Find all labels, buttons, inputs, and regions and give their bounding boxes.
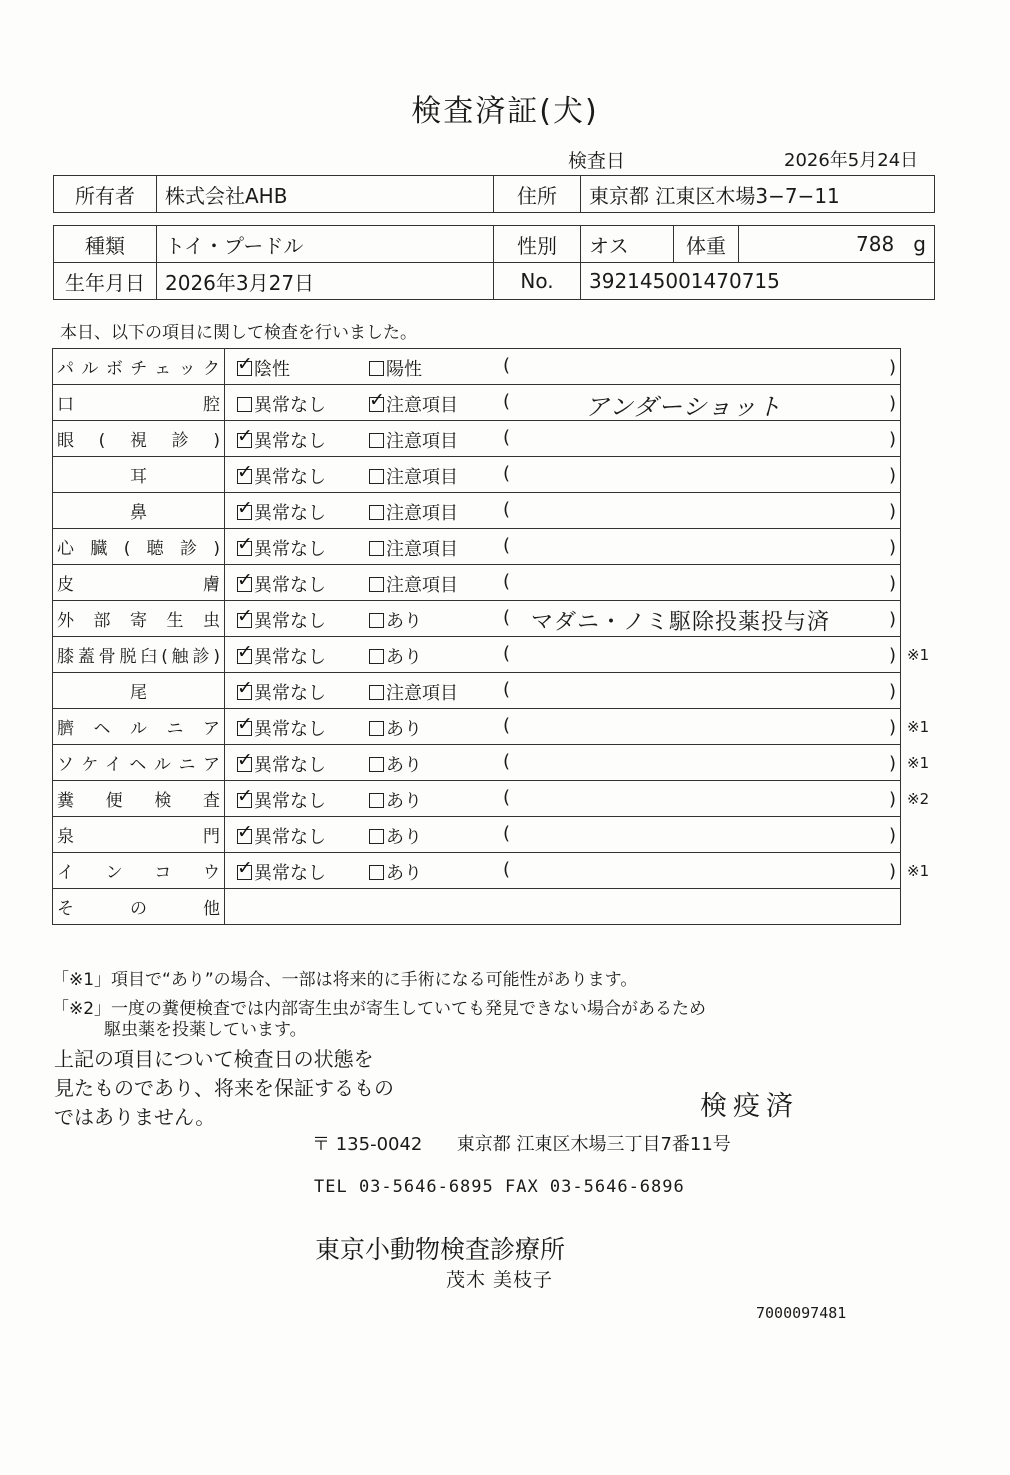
option-abnormal[interactable] xyxy=(369,499,458,525)
option-normal-label: 異常なし xyxy=(254,539,326,560)
item-label: 泉門 xyxy=(57,827,220,847)
checkbox-icon[interactable] xyxy=(237,865,252,880)
checkbox-icon[interactable] xyxy=(369,469,384,484)
owner-value: 株式会社AHB xyxy=(157,176,494,213)
checklist-row xyxy=(53,781,901,817)
checkbox-icon[interactable] xyxy=(237,757,252,772)
checkbox-icon[interactable] xyxy=(237,685,252,700)
option-abnormal-label: 注意項目 xyxy=(386,539,458,560)
checkbox-icon[interactable] xyxy=(237,793,252,808)
checkbox-icon[interactable] xyxy=(237,505,252,520)
item-options xyxy=(225,709,901,745)
checkbox-icon[interactable] xyxy=(369,865,384,880)
option-normal[interactable] xyxy=(237,391,326,417)
option-abnormal[interactable] xyxy=(369,463,458,489)
checkbox-icon[interactable] xyxy=(369,361,384,376)
option-normal[interactable] xyxy=(237,751,326,777)
option-abnormal-label: あり xyxy=(386,719,422,740)
checklist-row-other xyxy=(53,889,901,925)
option-normal-label: 異常なし xyxy=(254,503,326,524)
clinic-name: 東京小動物検査診療所 xyxy=(315,1235,566,1264)
item-options xyxy=(225,529,901,565)
footnote-mark: ※1 xyxy=(907,646,930,664)
option-abnormal-label: あり xyxy=(386,611,422,632)
item-label-cell xyxy=(53,457,225,493)
paren-close: ) xyxy=(889,465,897,486)
item-label-cell xyxy=(53,673,225,709)
checkbox-icon[interactable] xyxy=(369,793,384,808)
item-note: アンダーショット xyxy=(585,393,783,421)
checklist-row xyxy=(53,457,901,493)
serial-number: 7000097481 xyxy=(756,1304,847,1322)
animal-table xyxy=(53,225,935,300)
checklist-row xyxy=(53,421,901,457)
checklist-row xyxy=(53,493,901,529)
option-abnormal-label: 注意項目 xyxy=(386,503,458,524)
item-label: 外部寄生虫 xyxy=(57,611,220,631)
option-normal[interactable] xyxy=(237,859,326,885)
item-options xyxy=(225,385,901,421)
item-label: 耳 xyxy=(130,467,147,487)
inspection-date-label: 検査日 xyxy=(568,150,626,172)
checkbox-icon[interactable] xyxy=(369,613,384,628)
option-abnormal[interactable] xyxy=(369,823,422,849)
item-label-cell xyxy=(53,385,225,421)
checkbox-icon[interactable] xyxy=(237,397,252,412)
option-abnormal-label: 注意項目 xyxy=(386,683,458,704)
paren-close: ) xyxy=(889,357,897,378)
option-normal-label: 異常なし xyxy=(254,863,326,884)
checkbox-icon[interactable] xyxy=(369,721,384,736)
item-label: インコウ xyxy=(57,863,220,883)
item-options xyxy=(225,601,901,637)
checkbox-icon[interactable] xyxy=(369,829,384,844)
item-options xyxy=(225,781,901,817)
option-normal-label: 異常なし xyxy=(254,719,326,740)
checklist-row xyxy=(53,673,901,709)
checkbox-icon[interactable] xyxy=(369,505,384,520)
option-abnormal[interactable] xyxy=(369,679,458,705)
footnote-2-line2: 駆虫薬を投薬しています。 xyxy=(104,1020,307,1040)
item-label-cell xyxy=(53,637,225,673)
option-normal-label: 異常なし xyxy=(254,575,326,596)
paren-close: ) xyxy=(889,717,897,738)
checklist-row xyxy=(53,565,901,601)
item-label: 鼻 xyxy=(130,503,147,523)
paren-open: ( xyxy=(503,643,511,664)
option-normal-label: 異常なし xyxy=(254,395,326,416)
birth-label: 生年月日 xyxy=(54,263,157,300)
option-normal[interactable] xyxy=(237,607,326,633)
option-abnormal[interactable] xyxy=(369,427,458,453)
option-abnormal-label: あり xyxy=(386,827,422,848)
option-abnormal[interactable] xyxy=(369,535,458,561)
item-label-cell xyxy=(53,853,225,889)
item-label-cell xyxy=(53,745,225,781)
option-normal-label: 異常なし xyxy=(254,755,326,776)
other-notes[interactable] xyxy=(225,889,901,925)
item-label-cell xyxy=(53,781,225,817)
clinic-phone-fax: TEL 03-5646-6895 FAX 03-5646-6896 xyxy=(314,1177,685,1197)
option-normal[interactable] xyxy=(237,787,326,813)
option-normal-label: 異常なし xyxy=(254,467,326,488)
paren-open: ( xyxy=(503,823,511,844)
checkbox-icon[interactable] xyxy=(369,541,384,556)
option-normal[interactable] xyxy=(237,715,326,741)
option-normal[interactable] xyxy=(237,535,326,561)
item-label-cell xyxy=(53,493,225,529)
breed-label: 種類 xyxy=(54,226,157,263)
weight-value: 788 xyxy=(856,232,895,256)
paren-open: ( xyxy=(503,499,511,520)
option-normal-label: 陰性 xyxy=(254,359,290,380)
paren-open: ( xyxy=(503,427,511,448)
owner-table xyxy=(53,175,935,213)
owner-label: 所有者 xyxy=(54,176,157,213)
number-value: 392145001470715 xyxy=(581,263,935,300)
item-label: 尾 xyxy=(130,683,147,703)
footnote-mark: ※1 xyxy=(907,718,930,736)
footnote-mark: ※1 xyxy=(907,754,930,772)
checkbox-icon[interactable] xyxy=(237,361,252,376)
item-label: 臍ヘルニア xyxy=(57,719,220,739)
item-label: 口腔 xyxy=(57,395,220,415)
option-normal-label: 異常なし xyxy=(254,791,326,812)
checklist-row xyxy=(53,349,901,385)
paren-open: ( xyxy=(503,571,511,592)
paren-open: ( xyxy=(503,715,511,736)
other-label: その他 xyxy=(57,899,220,919)
item-label-cell xyxy=(53,601,225,637)
birth-value: 2026年3月27日 xyxy=(157,263,494,300)
option-normal[interactable] xyxy=(237,499,326,525)
clinic-address-block xyxy=(312,1130,731,1156)
option-normal[interactable] xyxy=(237,463,326,489)
option-abnormal-label: 注意項目 xyxy=(386,395,458,416)
item-options xyxy=(225,565,901,601)
checkbox-icon[interactable] xyxy=(237,469,252,484)
item-options xyxy=(225,853,901,889)
paren-open: ( xyxy=(503,679,511,700)
option-normal-label: 異常なし xyxy=(254,827,326,848)
option-normal[interactable] xyxy=(237,643,326,669)
option-abnormal-label: 注意項目 xyxy=(386,467,458,488)
address-value: 東京都 江東区木場3−7−11 xyxy=(581,176,935,213)
vet-name: 茂木 美枝子 xyxy=(446,1269,554,1291)
option-normal[interactable] xyxy=(237,355,290,381)
option-abnormal-label: 陽性 xyxy=(386,359,422,380)
disclaimer-line: 上記の項目について検査日の状態を xyxy=(54,1047,374,1071)
checklist-row xyxy=(53,601,901,637)
paren-open: ( xyxy=(503,535,511,556)
option-normal-label: 異常なし xyxy=(254,683,326,704)
clinic-address: 東京都 江東区木場三丁目7番11号 xyxy=(456,1134,731,1155)
paren-close: ) xyxy=(889,861,897,882)
item-label: 膝蓋骨脱臼(触診) xyxy=(57,647,220,667)
option-normal[interactable] xyxy=(237,679,326,705)
item-label-cell xyxy=(53,565,225,601)
checklist-row xyxy=(53,853,901,889)
checklist-row xyxy=(53,529,901,565)
option-abnormal-label: 注意項目 xyxy=(386,575,458,596)
checklist-row xyxy=(53,709,901,745)
disclaimer-line: ではありません。 xyxy=(54,1105,216,1129)
paren-open: ( xyxy=(503,391,511,412)
paren-open: ( xyxy=(503,787,511,808)
paren-open: ( xyxy=(503,751,511,772)
checkbox-icon[interactable] xyxy=(237,613,252,628)
checkbox-icon[interactable] xyxy=(237,577,252,592)
paren-close: ) xyxy=(889,825,897,846)
sex-value: オス xyxy=(581,226,674,263)
paren-close: ) xyxy=(889,681,897,702)
item-label: 皮膚 xyxy=(57,575,220,595)
document-title: 検査済証(犬) xyxy=(411,94,599,129)
footnote-mark: ※2 xyxy=(907,790,930,808)
item-options xyxy=(225,349,901,385)
option-abnormal[interactable] xyxy=(369,607,422,633)
option-abnormal-label: あり xyxy=(386,863,422,884)
weight-cell xyxy=(739,226,935,263)
item-options xyxy=(225,637,901,673)
option-normal[interactable] xyxy=(237,823,326,849)
paren-open: ( xyxy=(503,463,511,484)
disclaimer xyxy=(54,1045,394,1132)
paren-close: ) xyxy=(889,501,897,522)
option-normal-label: 異常なし xyxy=(254,647,326,668)
item-label-cell xyxy=(53,889,225,925)
address-label: 住所 xyxy=(494,176,581,213)
intro-text: 本日、以下の項目に関して検査を行いました。 xyxy=(60,323,417,343)
footnote-mark: ※1 xyxy=(907,862,930,880)
checkbox-icon[interactable] xyxy=(237,829,252,844)
checkbox-icon[interactable] xyxy=(237,649,252,664)
checkbox-icon[interactable] xyxy=(369,757,384,772)
checkbox-icon[interactable] xyxy=(369,685,384,700)
item-label-cell xyxy=(53,421,225,457)
number-label: No. xyxy=(494,263,581,300)
item-label-cell xyxy=(53,709,225,745)
inspection-checklist xyxy=(52,348,901,925)
quarantine-stamp: 検疫済 xyxy=(700,1091,799,1122)
checkbox-icon[interactable] xyxy=(369,649,384,664)
option-abnormal[interactable] xyxy=(369,859,422,885)
option-normal[interactable] xyxy=(237,571,326,597)
paren-close: ) xyxy=(889,393,897,414)
paren-close: ) xyxy=(889,573,897,594)
option-abnormal[interactable] xyxy=(369,751,422,777)
option-abnormal-label: 注意項目 xyxy=(386,431,458,452)
item-options xyxy=(225,673,901,709)
breed-value: トイ・プードル xyxy=(157,226,494,263)
option-abnormal[interactable] xyxy=(369,715,422,741)
item-label: 眼(視診) xyxy=(57,431,220,451)
footnote-2-line1: 「※2」一度の糞便検査では内部寄生虫が寄生していても発見できない場合があるため xyxy=(52,999,707,1019)
checkbox-icon[interactable] xyxy=(369,433,384,448)
checklist-row xyxy=(53,385,901,421)
disclaimer-line: 見たものであり、将来を保証するもの xyxy=(54,1076,394,1100)
item-options xyxy=(225,457,901,493)
postal-code: 〒 135-0042 xyxy=(312,1134,423,1155)
paren-open: ( xyxy=(503,355,511,376)
paren-close: ) xyxy=(889,789,897,810)
paren-close: ) xyxy=(889,537,897,558)
item-note: マダニ・ノミ駆除投薬投与済 xyxy=(531,610,831,635)
item-options xyxy=(225,745,901,781)
paren-open: ( xyxy=(503,607,511,628)
paren-close: ) xyxy=(889,645,897,666)
checkbox-icon[interactable] xyxy=(237,541,252,556)
checkbox-icon[interactable] xyxy=(369,397,384,412)
option-normal[interactable] xyxy=(237,427,326,453)
option-abnormal[interactable] xyxy=(369,391,458,417)
item-options xyxy=(225,493,901,529)
item-label-cell xyxy=(53,349,225,385)
checkbox-icon[interactable] xyxy=(369,577,384,592)
sex-label: 性別 xyxy=(494,226,581,263)
option-abnormal[interactable] xyxy=(369,643,422,669)
item-label: パルボチェック xyxy=(57,359,220,379)
item-options xyxy=(225,817,901,853)
item-label: 心臓(聴診) xyxy=(57,539,220,559)
option-abnormal-label: あり xyxy=(386,755,422,776)
item-label: 糞便検査 xyxy=(57,791,220,811)
item-label-cell xyxy=(53,529,225,565)
option-abnormal-label: あり xyxy=(386,791,422,812)
item-label: ソケイヘルニア xyxy=(57,755,220,775)
weight-label: 体重 xyxy=(674,226,739,263)
paren-open: ( xyxy=(503,859,511,880)
option-normal-label: 異常なし xyxy=(254,611,326,632)
paren-close: ) xyxy=(889,609,897,630)
option-abnormal[interactable] xyxy=(369,355,422,381)
option-normal-label: 異常なし xyxy=(254,431,326,452)
footnote-1: 「※1」項目で“あり”の場合、一部は将来的に手術になる可能性があります。 xyxy=(52,970,638,990)
option-abnormal-label: あり xyxy=(386,647,422,668)
option-abnormal[interactable] xyxy=(369,787,422,813)
item-label-cell xyxy=(53,817,225,853)
item-options xyxy=(225,421,901,457)
checklist-row xyxy=(53,817,901,853)
checklist-row xyxy=(53,745,901,781)
inspection-date: 2026年5月24日 xyxy=(784,150,919,171)
paren-close: ) xyxy=(889,753,897,774)
checklist-row xyxy=(53,637,901,673)
weight-unit: g xyxy=(913,232,926,256)
checkbox-icon[interactable] xyxy=(237,721,252,736)
option-abnormal[interactable] xyxy=(369,571,458,597)
checkbox-icon[interactable] xyxy=(237,433,252,448)
paren-close: ) xyxy=(889,429,897,450)
